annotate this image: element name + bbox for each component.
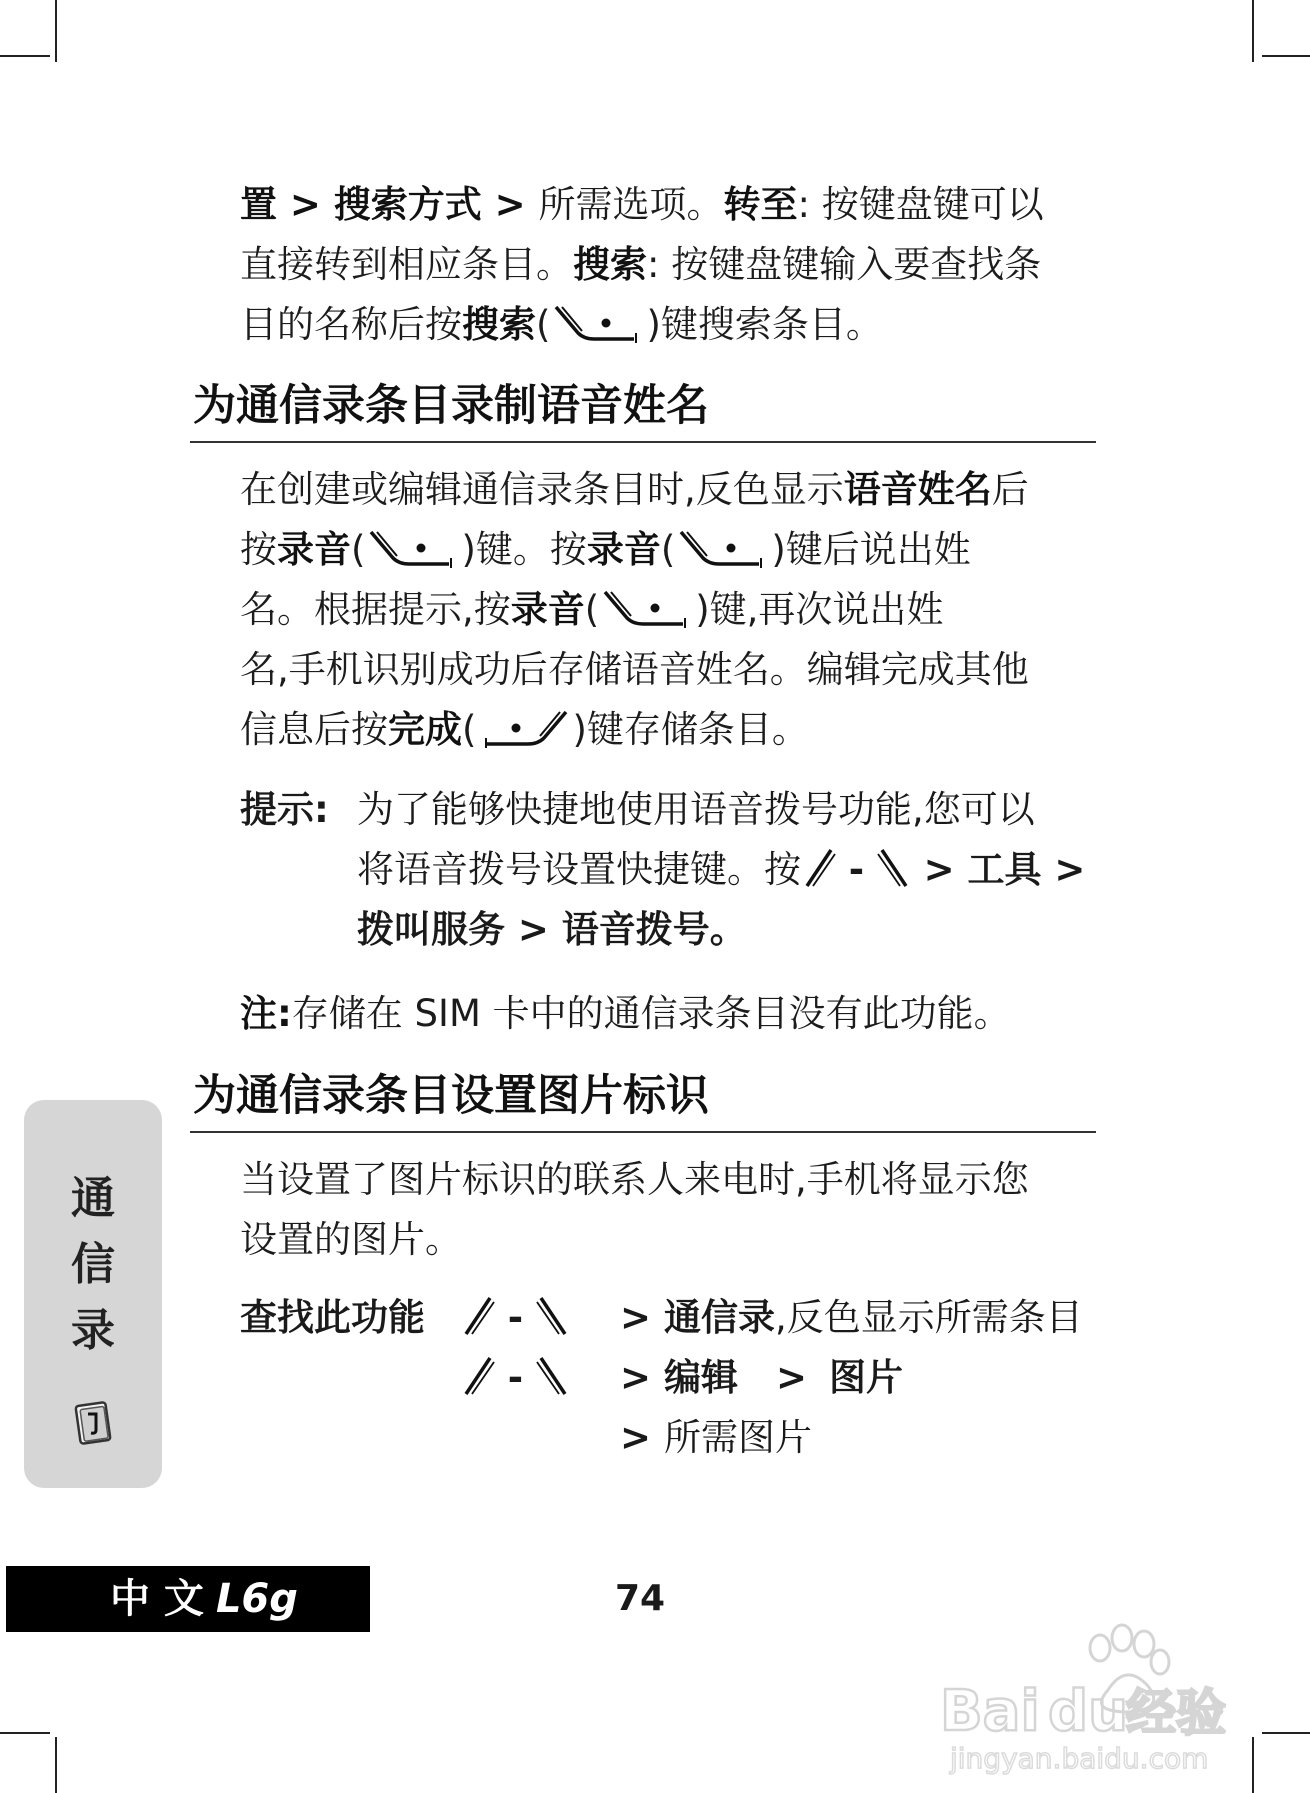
phonebook-icon bbox=[72, 1400, 114, 1450]
crop-mark bbox=[1262, 1732, 1310, 1734]
baidu-watermark-logo bbox=[930, 1618, 1250, 1778]
svg-text:经验: 经验 bbox=[1126, 1684, 1226, 1742]
left-soft-key-icon bbox=[476, 708, 572, 750]
crop-mark bbox=[55, 0, 57, 62]
voice-name-paragraph: 在创建或编辑通信录条目时,反色显示语音姓名后 按录音( )键。按录音( )键后说出姓 名。根据提示,按录音( )键,再次说出姓 名,手机识别成功后存储语音姓名。编辑完成其他 信息后按完成( )键存储条目。 bbox=[240, 468, 1029, 751]
left-soft-key-icon bbox=[460, 1352, 496, 1398]
picture-id-paragraph: 当设置了图片标识的联系人来电时,手机将显示您 设置的图片。 bbox=[240, 1158, 1029, 1261]
crop-mark bbox=[1262, 55, 1310, 57]
section-heading-picture-id: 为通信录条目设置图片标识 bbox=[193, 1071, 709, 1121]
side-tab-char: 通 bbox=[71, 1173, 115, 1224]
heading-rule bbox=[190, 441, 1096, 443]
footer-model-bar: 中 文 L6g bbox=[6, 1566, 370, 1632]
left-soft-key-icon bbox=[460, 1292, 496, 1338]
crop-mark bbox=[55, 1737, 57, 1793]
right-soft-key-icon bbox=[365, 528, 461, 570]
search-method-paragraph: 置 > 搜索方式 > 所需选项。转至: 按键盘键可以 直接转到相应条目。搜索: 按键盘键输入要查找条 目的名称后按搜索( )键搜索条目。 bbox=[240, 183, 1044, 346]
page-number: 74 bbox=[614, 1578, 666, 1619]
svg-text:Bai: Bai bbox=[940, 1679, 1040, 1744]
find-path-row: > 所需图片 bbox=[620, 1416, 812, 1459]
right-soft-key-icon bbox=[876, 844, 912, 890]
find-path-row: - > 编辑 > 图片 bbox=[460, 1348, 903, 1408]
section-heading-voice-name: 为通信录条目录制语音姓名 bbox=[193, 381, 709, 431]
crop-mark bbox=[1252, 1737, 1254, 1793]
side-tab-char: 录 bbox=[71, 1305, 115, 1356]
left-soft-key-icon bbox=[801, 844, 837, 890]
find-feature-label: 查找此功能 bbox=[240, 1296, 425, 1339]
svg-text:du: du bbox=[1048, 1679, 1128, 1744]
crop-mark bbox=[0, 1732, 50, 1734]
tip-label: 提示: bbox=[240, 788, 329, 831]
right-soft-key-icon bbox=[550, 303, 646, 345]
chapter-side-tab bbox=[24, 1100, 162, 1488]
right-soft-key-icon bbox=[535, 1292, 571, 1338]
find-path-row: - > 通信录,反色显示所需条目 bbox=[460, 1288, 1083, 1348]
tip-text: 为了能够快捷地使用语音拨号功能,您可以 将语音拨号设置快捷键。按 - > 工具 > 拨叫服务 > 语音拨号。 bbox=[357, 788, 1086, 951]
heading-rule bbox=[190, 1131, 1096, 1133]
note: 注:存储在 SIM 卡中的通信录条目没有此功能。 bbox=[240, 992, 1011, 1035]
side-tab-char: 信 bbox=[71, 1239, 115, 1290]
right-soft-key-icon bbox=[535, 1352, 571, 1398]
right-soft-key-icon bbox=[675, 528, 771, 570]
svg-text:jingyan.baidu.com: jingyan.baidu.com bbox=[950, 1742, 1209, 1775]
crop-mark bbox=[0, 55, 50, 57]
right-soft-key-icon bbox=[599, 588, 695, 630]
crop-mark bbox=[1252, 0, 1254, 62]
